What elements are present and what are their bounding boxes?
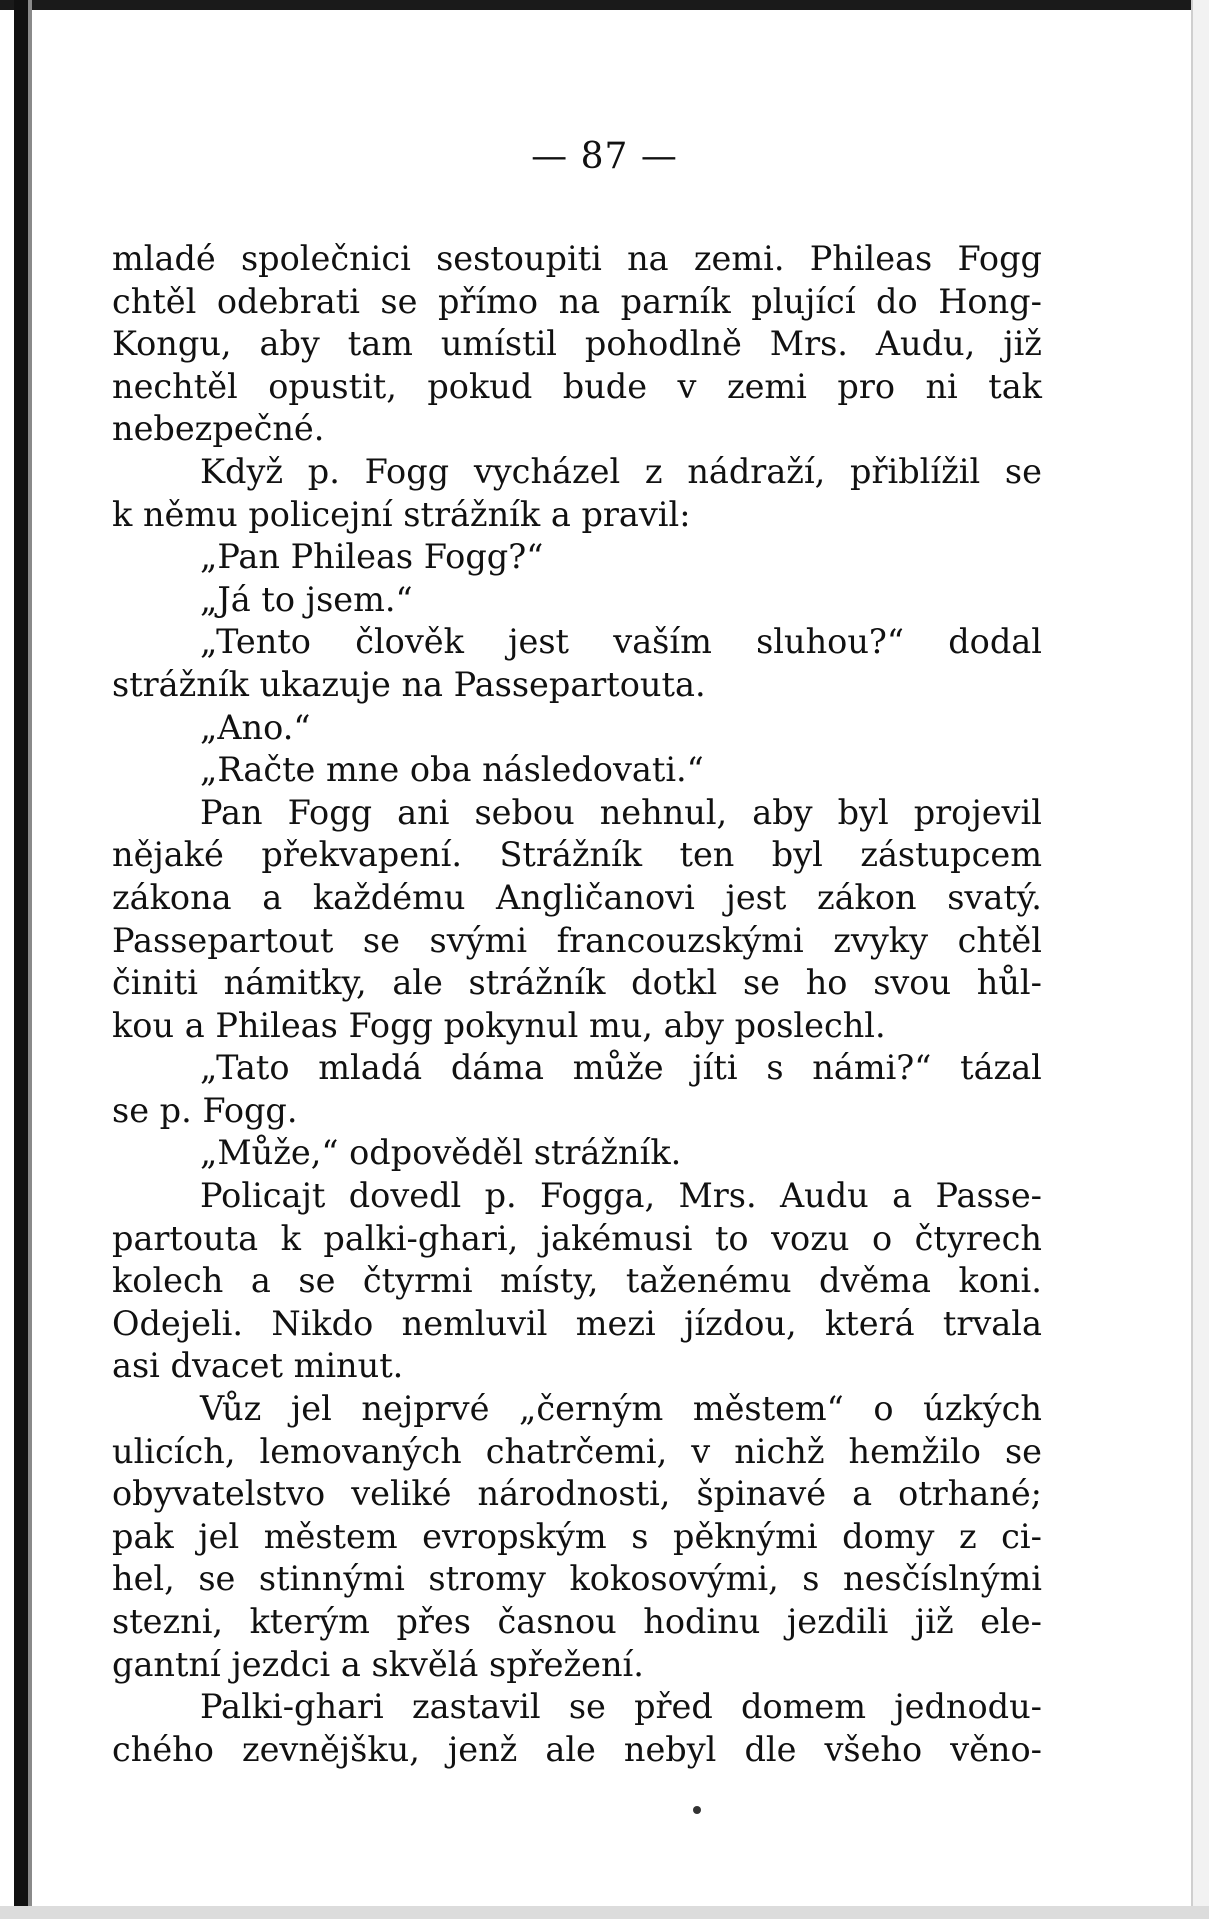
word: dvěma [819,1261,931,1301]
word: veliké [351,1474,452,1514]
text-line: gantní jezdci a skvělá spřežení. [112,1644,644,1684]
word: námi?“ [812,1048,932,1088]
word: nějaké [112,835,224,875]
word: francouzskými [556,920,804,960]
text-line [112,238,1042,281]
word: aby [259,324,320,364]
word: v [691,1431,711,1471]
word: městem“ [692,1389,844,1429]
word: na [627,239,669,278]
word: „Tato [200,1048,290,1088]
word: nádraží, [687,451,826,491]
text-line [112,1303,1042,1346]
text-line [112,323,1042,366]
word: palki-ghari, [323,1218,519,1258]
page-speck [693,1806,701,1814]
word: ni [925,366,958,406]
word: tak [988,366,1042,406]
text-line [112,621,1042,664]
word: kolech [112,1261,224,1301]
text-line: strážník ukazuje na Passepartouta. [112,664,706,704]
word: čtyrech [914,1218,1042,1258]
word: jezdili [786,1602,889,1641]
word: chtěl [112,281,197,321]
word: vycházel [473,451,621,491]
word: pokud [427,366,533,406]
word: stezni, [112,1602,224,1641]
word: ho [805,963,848,1003]
text-line: k němu policejní strážník a pravil: [112,494,691,534]
word: zvyky [833,920,929,960]
word: to [714,1218,749,1258]
word: jest [725,877,787,917]
word: před [634,1687,713,1727]
text-line: „Pan Phileas Fogg?“ [200,537,544,577]
text-line [112,1729,1042,1772]
word: nehnul, [599,792,728,832]
word: o [871,1218,893,1258]
word: kterým [249,1602,370,1641]
word: sebou [474,792,575,832]
word: se [1004,1431,1042,1471]
word: hemžilo [848,1431,981,1471]
word: ulicích, [112,1431,236,1471]
word: do [876,281,918,321]
word: a [250,1261,271,1301]
word: se [380,281,418,321]
text-line [112,281,1042,324]
word: ale [392,963,443,1003]
word: ani [397,792,450,832]
word: tázal [960,1048,1042,1088]
word: zastavil [412,1687,541,1727]
word: jest [508,622,570,662]
word: každému [312,877,466,917]
word: stinnými [258,1559,405,1599]
word: již [1003,324,1042,364]
word: z [958,1516,977,1556]
word: zákona [112,877,232,917]
word: na [558,281,601,321]
word: byl [771,835,823,875]
word: taženému [625,1261,792,1301]
word: dotkl [631,963,718,1003]
word: dle [744,1729,797,1769]
word: a [262,877,283,917]
word: jíti [692,1048,738,1088]
word: Passepartout [112,920,334,960]
word: obyvatelstvo [112,1474,326,1514]
text-line [112,877,1042,920]
word: jednodu- [894,1687,1042,1727]
word: pohodlně [584,324,742,364]
word: pro [837,366,896,406]
word: přes [396,1602,471,1641]
word: člověk [355,622,464,662]
word: hel, [112,1559,175,1599]
word: špinavé [696,1474,827,1514]
text-line [112,1218,1042,1261]
word: Vůz [200,1389,262,1429]
word: Fogg [957,239,1042,278]
word: z [644,451,663,491]
word: Odejeli. [112,1303,244,1343]
word: Hong- [938,281,1042,321]
word: svou [873,963,952,1003]
word: jízdou, [684,1303,797,1343]
text-line [112,1473,1042,1516]
text-line [112,1175,1042,1218]
word: „Tento [200,622,311,662]
text-line: kou a Phileas Fogg pokynul mu, aby poslechl. [112,1005,886,1045]
word: se [198,1559,236,1599]
word: domy [842,1516,935,1556]
text-line: nebezpečné. [112,409,325,449]
word: hůl- [976,963,1042,1003]
word: místy, [500,1261,599,1301]
word: projevil [913,792,1042,832]
word: Mrs. [769,324,848,364]
word: s [766,1048,784,1088]
word: zákon [816,877,917,917]
word: Když [200,451,284,491]
word: chtěl [957,920,1042,960]
word: koni. [958,1261,1042,1301]
word: parník [620,281,731,321]
word: sestoupiti [436,239,602,278]
word: zemi [726,366,807,406]
word: ten [679,835,735,875]
text-line [112,962,1042,1005]
text-line [112,451,1042,494]
word: „černým [519,1389,664,1429]
text-line: „Může,“ odpověděl strážník. [200,1133,682,1173]
word: partouta [112,1218,259,1258]
word: přiblížil [850,451,981,491]
word: Angličanovi [496,877,695,917]
text-line [112,1601,1042,1644]
word: chatrčemi, [485,1431,668,1471]
word: věno- [950,1729,1042,1769]
word: se [1004,451,1042,491]
word: Strážník [499,835,643,875]
word: Fogg [364,451,450,491]
word: odebrati [216,281,360,321]
word: Audu [779,1176,869,1216]
word: mladé [112,239,216,278]
word: jel [198,1516,240,1556]
word: domem [741,1687,867,1727]
word: všeho [824,1729,923,1769]
word: otrhané; [898,1474,1042,1514]
text-line: „Račte mne oba následovati.“ [200,750,704,790]
word: k [280,1218,301,1258]
text-line [112,920,1042,963]
word: pak [112,1516,174,1556]
word: nebyl [623,1729,717,1769]
word: s [631,1516,649,1556]
word: již [914,1602,954,1641]
word: nemluvil [401,1303,548,1343]
scan-right-edge [1191,0,1209,1919]
word: o [873,1389,894,1429]
word: svatý. [947,877,1042,917]
text-line: „Ano.“ [200,707,311,747]
word: strážník [468,963,606,1003]
word: přímo [437,281,539,321]
word: byl [837,792,889,832]
text-line [112,366,1042,409]
word: časnou [497,1602,617,1641]
word: ci- [1001,1516,1042,1556]
word: sluhou?“ [756,622,904,662]
word: činiti [112,963,198,1003]
text-line [112,1431,1042,1474]
word: evropským [422,1516,607,1556]
word: Kongu, [112,324,232,364]
word: jel [290,1389,332,1429]
word: jenž [447,1729,518,1769]
word: Nikdo [271,1303,374,1343]
word: Passe- [935,1176,1042,1216]
word: se [362,920,400,960]
word: může [572,1048,664,1088]
text-line [112,834,1042,877]
word: mladá [318,1048,423,1088]
word: kokosovými, [569,1559,779,1599]
word: ale [545,1729,596,1769]
word: dáma [450,1048,545,1088]
word: s [802,1559,820,1599]
scan-left-binding [14,0,28,1919]
word: zemi. [693,239,785,278]
word: zástupcem [860,835,1042,875]
word: v [677,366,697,406]
word: Audu, [875,324,976,364]
word: ele- [980,1602,1042,1641]
word: námitky, [223,963,367,1003]
word: nichž [734,1431,825,1471]
word: hodinu [643,1602,761,1641]
word: svými [429,920,528,960]
word: mezi [575,1303,656,1343]
text-line [112,1516,1042,1559]
word: dovedl [348,1176,462,1216]
word: nechtěl [112,366,238,406]
word: úzkých [923,1389,1042,1429]
word: p. [307,451,340,491]
word: se [742,963,780,1003]
text-line [112,1047,1042,1090]
word: městem [263,1516,398,1556]
word: opustit, [268,366,397,406]
word: pěknými [673,1516,818,1556]
word: se [298,1261,336,1301]
word: aby [752,792,813,832]
word: umístil [440,324,557,364]
word: se [568,1687,606,1727]
text-line [112,1558,1042,1601]
word: bude [562,366,648,406]
word: nesčíslnými [843,1559,1042,1599]
word: Fogg [287,792,373,832]
word: vaším [613,622,712,662]
word: čtyrmi [362,1261,473,1301]
word: lemovaných [259,1431,462,1471]
word: společnici [240,239,411,278]
word: zevnějšku, [241,1729,420,1769]
word: jakémusi [540,1218,693,1258]
text-line [112,1686,1042,1729]
word: nejprvé [361,1389,490,1429]
word: která [825,1303,915,1343]
word: Phileas [809,239,933,278]
word: chého [112,1729,214,1769]
word: Pan [200,792,263,832]
body-text [112,238,1042,1771]
word: tam [347,324,413,364]
page-number: — 87 — [531,136,678,177]
word: trvala [942,1303,1042,1343]
word: stromy [428,1559,546,1599]
word: Policajt [200,1176,326,1216]
text-line: asi dvacet minut. [112,1346,404,1386]
word: vozu [771,1218,850,1258]
text-line: se p. Fogg. [112,1090,298,1130]
word: p. [484,1176,517,1216]
word: a [892,1176,913,1216]
text-line: „Já to jsem.“ [200,579,413,619]
word: Fogga, [540,1176,656,1216]
word: plující [751,281,856,321]
text-line [112,1388,1042,1431]
text-line [112,792,1042,835]
word: překvapení. [261,835,463,875]
scan-left-binding-shadow [28,0,32,1919]
scan-top-edge [0,0,1209,10]
word: Palki-ghari [200,1687,384,1727]
scan-bottom-edge [0,1906,1209,1919]
word: a [852,1474,873,1514]
word: Mrs. [678,1176,757,1216]
word: dodal [948,622,1042,662]
text-line [112,1260,1042,1303]
word: národnosti, [477,1474,671,1514]
